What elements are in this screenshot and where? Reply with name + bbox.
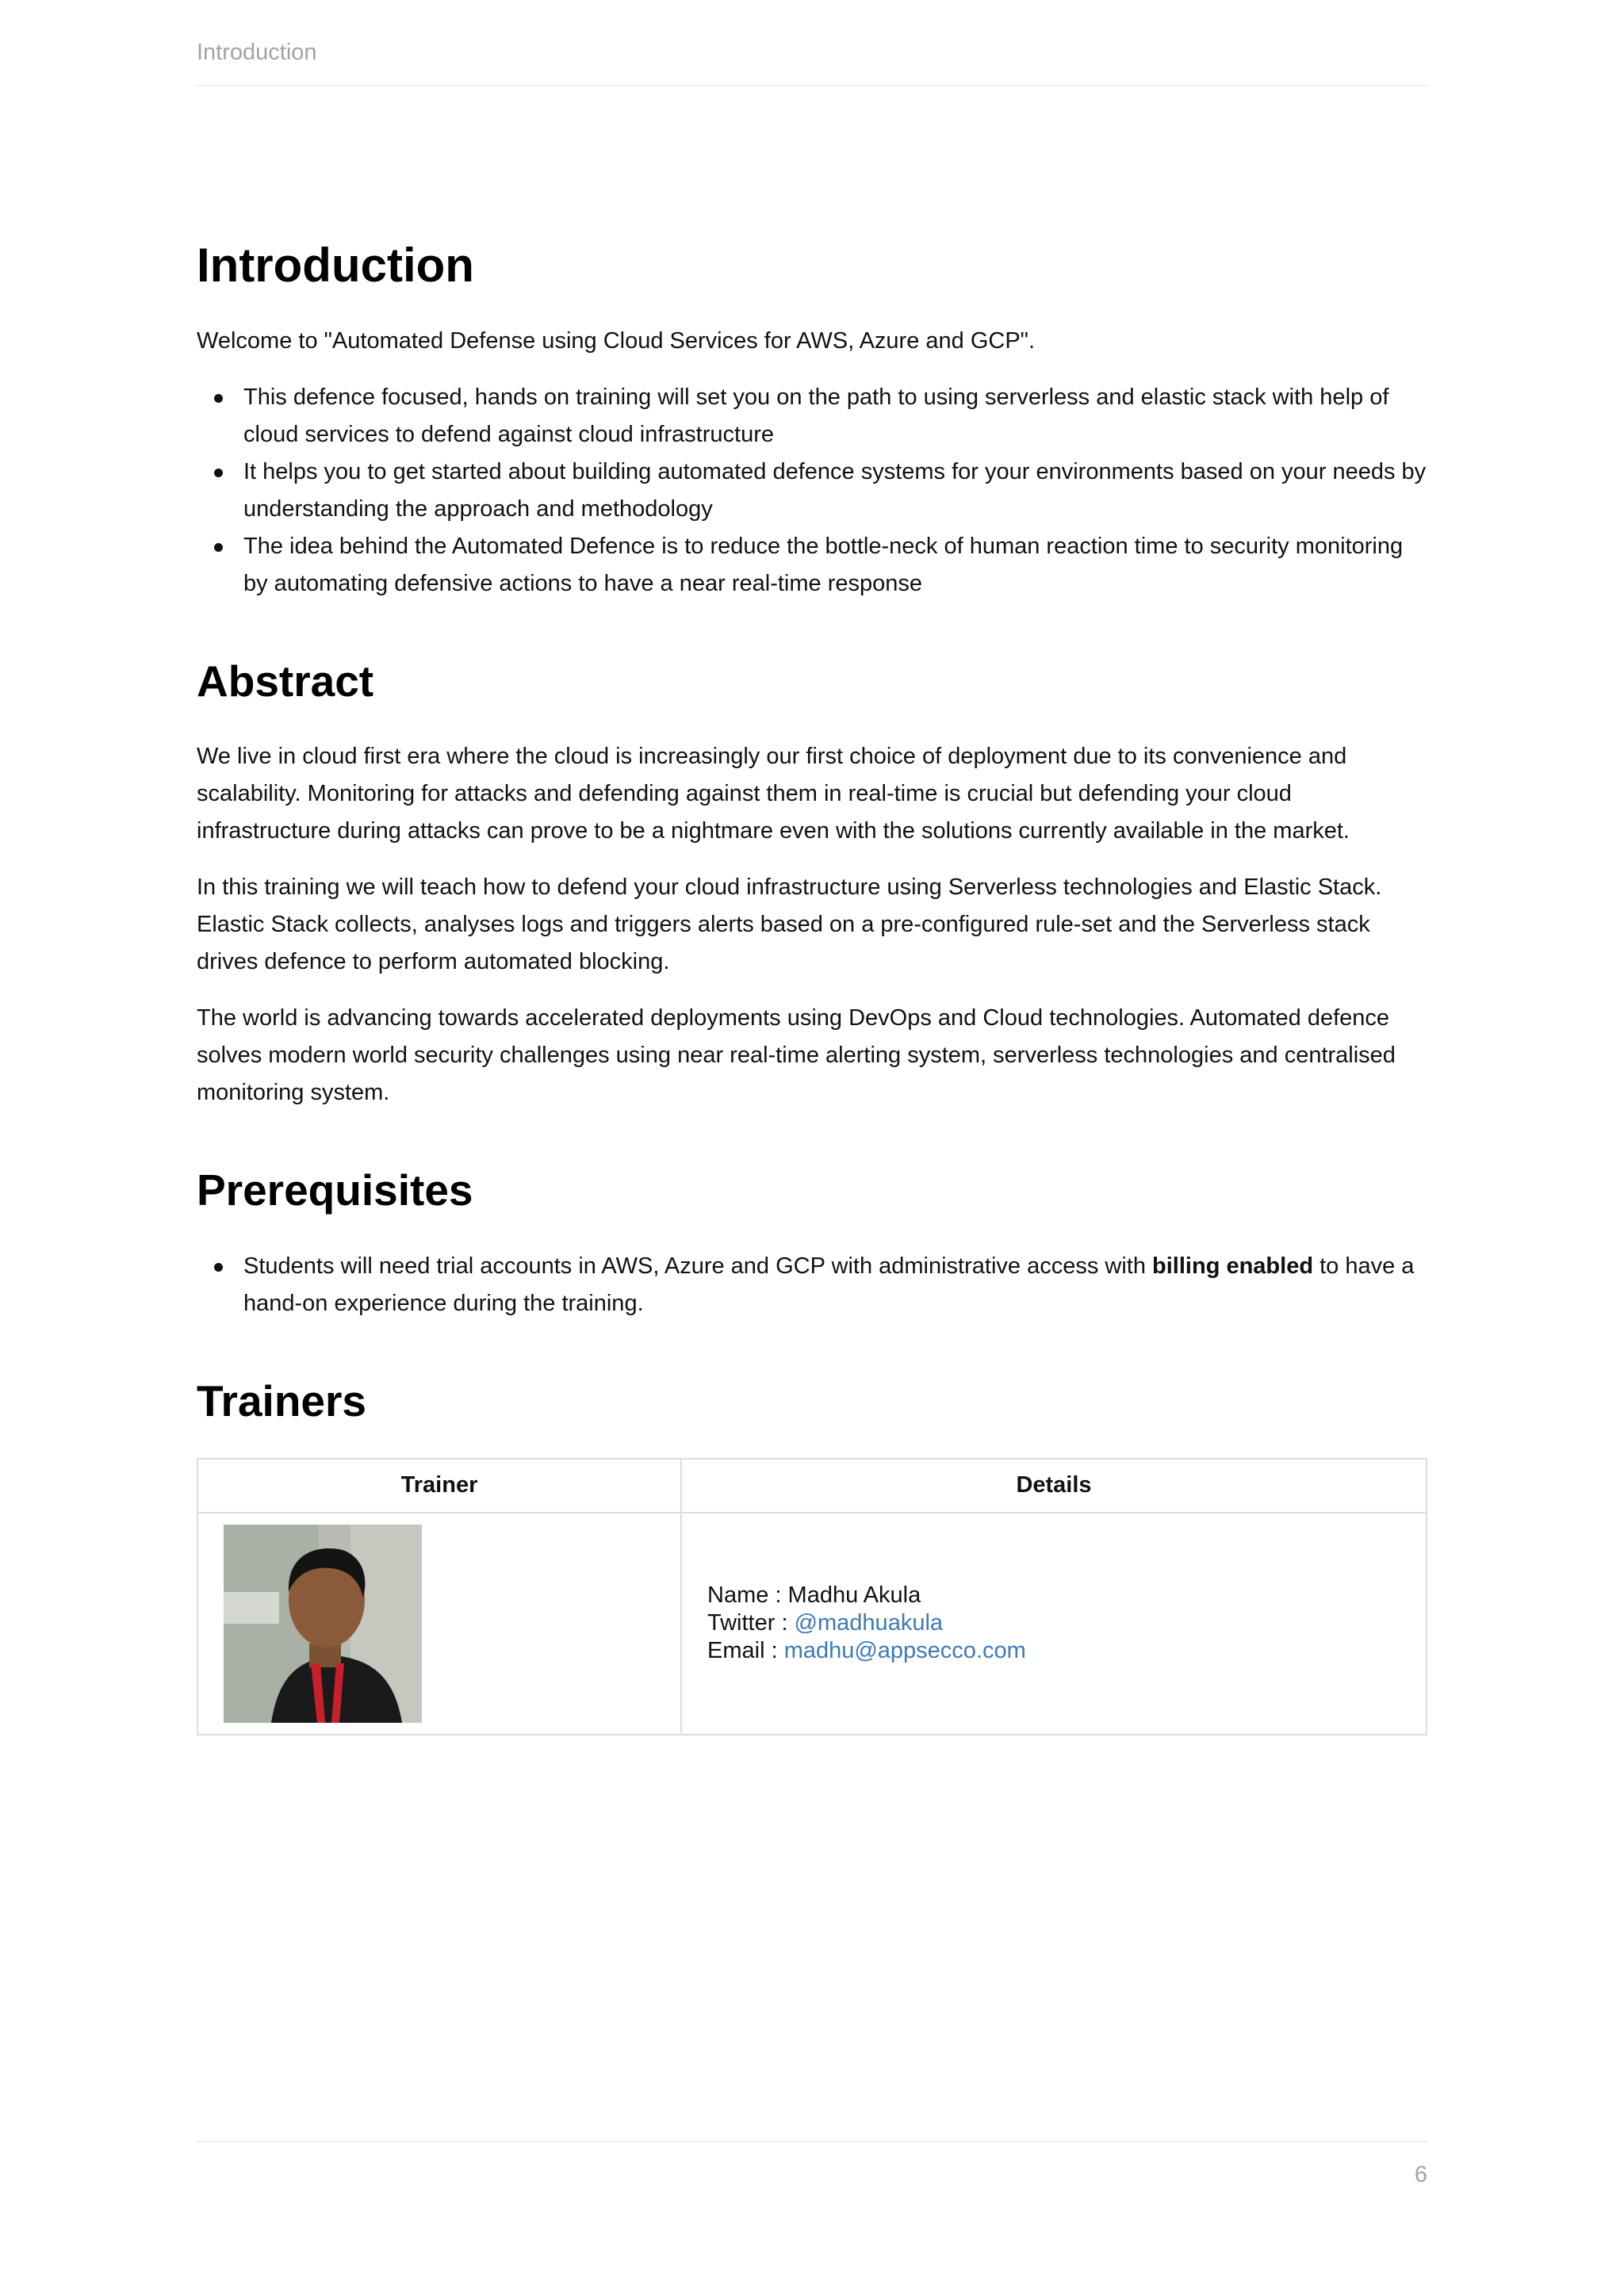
trainer-details-cell bbox=[681, 1513, 1427, 1735]
trainer-email-line bbox=[707, 1637, 1400, 1665]
trainer-photo-cell bbox=[197, 1513, 681, 1735]
list-item: The idea behind the Automated Defence is to reduce the bottle-neck of human reaction time to security monitoring by automating defensive actions to have a near real-time response bbox=[243, 528, 1427, 603]
table-header-row bbox=[197, 1459, 1427, 1513]
trainer-column-header: Trainer bbox=[197, 1459, 681, 1513]
trainers-table bbox=[197, 1458, 1427, 1735]
trainer-name: Madhu Akula bbox=[787, 1582, 921, 1609]
list-item bbox=[243, 1248, 1427, 1322]
twitter-link[interactable]: @madhuakula bbox=[794, 1610, 944, 1636]
trainer-photo bbox=[224, 1525, 422, 1723]
page-content bbox=[197, 238, 1427, 1735]
prereq-text-end: to have a hand-on experience during the training. bbox=[243, 1253, 1415, 1316]
twitter-label: Twitter : bbox=[707, 1610, 795, 1636]
abstract-paragraph: The world is advancing towards accelerated deployments using DevOps and Cloud technologies. Automated defence solves modern world security challenges using near real-time alerting system, serverless technologies and centralised monitoring system. bbox=[197, 1005, 1396, 1106]
intro-bullet-list bbox=[197, 379, 1427, 603]
running-title: Introduction bbox=[197, 40, 317, 65]
list-item: This defence focused, hands on training will set you on the path to using serverless and elastic stack with help of cloud services to defend against cloud infrastructure bbox=[243, 379, 1427, 453]
trainer-name-line bbox=[707, 1582, 1400, 1609]
name-label: Name : bbox=[707, 1582, 788, 1609]
welcome-text: Welcome to "Automated Defense using Cloud Services for AWS, Azure and GCP". bbox=[197, 328, 1036, 354]
page-number: 6 bbox=[1414, 2162, 1427, 2187]
introduction-heading: Introduction bbox=[197, 239, 474, 292]
email-link[interactable]: madhu@appsecco.com bbox=[783, 1638, 1026, 1664]
table-row bbox=[197, 1513, 1427, 1735]
prerequisites-list bbox=[197, 1248, 1427, 1322]
page-footer bbox=[197, 2141, 1427, 2187]
email-label: Email : bbox=[707, 1638, 784, 1664]
page-header bbox=[197, 36, 1427, 86]
abstract-heading: Abstract bbox=[197, 656, 374, 706]
prerequisites-heading: Prerequisites bbox=[197, 1165, 473, 1215]
abstract-paragraph: In this training we will teach how to defend your cloud infrastructure using Serverless technologies and Elastic Stack. Elastic Stack collects, analyses logs and triggers alerts based on a pre-configured rule-set and the Serverless stack drives defence to perform automated blocking. bbox=[197, 874, 1382, 975]
details-column-header: Details bbox=[681, 1459, 1427, 1513]
prereq-text: Students will need trial accounts in AWS, Azure and GCP with administrative access with bbox=[243, 1253, 1153, 1279]
trainer-twitter-line bbox=[707, 1609, 1400, 1637]
abstract-paragraph: We live in cloud first era where the cloud is increasingly our first choice of deployment due to its convenience and scalability. Monitoring for attacks and defending against them in real-time is crucial but defending your cloud infrastructure during attacks can prove to be a nightmare even with the solutions currently available in the market. bbox=[197, 744, 1350, 844]
billing-enabled-emphasis: billing enabled bbox=[1152, 1253, 1314, 1279]
list-item: It helps you to get started about building automated defence systems for your environments based on your needs by understanding the approach and methodology bbox=[243, 453, 1427, 528]
trainers-heading: Trainers bbox=[197, 1376, 367, 1425]
